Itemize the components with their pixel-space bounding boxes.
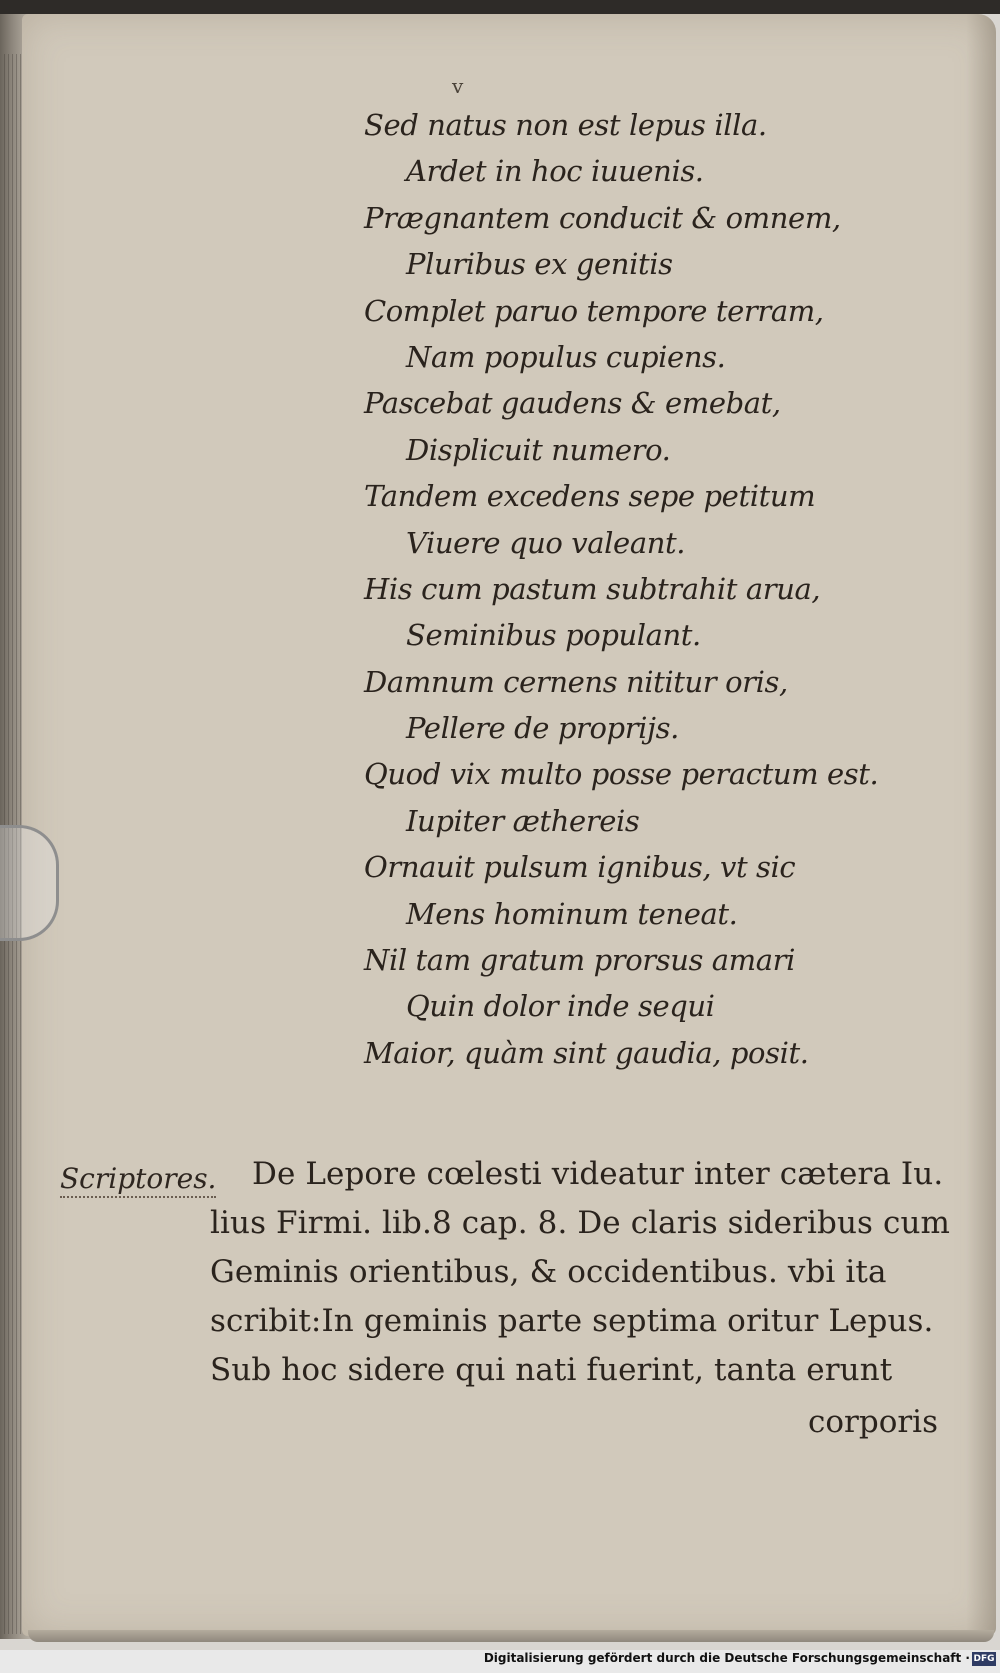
poem-block	[364, 102, 924, 1076]
poem-line: Prægnantem conducit & omnem,	[364, 200, 841, 235]
scan-top-band	[0, 0, 1000, 14]
poem-line: Displicuit numero.	[406, 432, 671, 467]
page-shadow	[966, 14, 996, 1636]
dfg-logo: DFG	[973, 1654, 995, 1664]
poem-line: Nam populus cupiens.	[406, 339, 726, 374]
poem-line: His cum pastum subtrahit arua,	[364, 571, 821, 606]
poem-line: Pellere de proprijs.	[406, 711, 679, 746]
poem-line: Ornauit pulsum ignibus, vt sic	[364, 850, 796, 885]
poem-line: Maior, quàm sint gaudia, posit.	[364, 1035, 809, 1070]
poem-line: Sed natus non est lepus illa.	[364, 108, 767, 142]
prose-line: Sub hoc sidere qui nati fuerint, tanta erunt	[210, 1352, 893, 1388]
poem-line: Ardet in hoc iuuenis.	[406, 154, 704, 189]
poem-line: Iupiter æthereis	[406, 803, 640, 838]
poem-line: Mens hominum teneat.	[406, 896, 738, 931]
poem-line: Quin dolor inde sequi	[406, 989, 715, 1024]
page-clip	[0, 825, 59, 941]
prose-line: lius Firmi. lib.8 cap. 8. De claris sideribus cum	[210, 1205, 950, 1241]
poem-line: Complet paruo tempore terram,	[364, 293, 824, 328]
poem-line: Quod vix multo posse peractum est.	[364, 757, 879, 792]
page-bottom-edge	[28, 1630, 994, 1642]
signature-mark: v	[452, 74, 464, 98]
marginal-note: Scriptores.	[60, 1162, 216, 1198]
digitization-credit: Digitalisierung gefördert durch die Deutsche Forschungsgemeinschaft ·	[483, 1651, 970, 1665]
poem-line: Nil tam gratum prorsus amari	[364, 943, 795, 978]
poem-line: Pascebat gaudens & emebat,	[364, 386, 781, 421]
poem-line: Pluribus ex genitis	[406, 247, 673, 282]
prose-line: Geminis orientibus, & occidentibus. vbi ita	[210, 1254, 887, 1290]
prose-line: scribit:In geminis parte septima oritur Lepus.	[210, 1303, 934, 1339]
prose-line: De Lepore cœlesti videatur inter cætera Iu.	[252, 1156, 944, 1192]
poem-line: Seminibus populant.	[406, 618, 701, 653]
poem-line: Tandem excedens sepe petitum	[364, 479, 816, 514]
catchword: corporis	[808, 1404, 938, 1440]
prose-paragraph	[210, 1150, 960, 1395]
poem-line: Viuere quo valeant.	[406, 525, 686, 560]
poem-line: Damnum cernens nititur oris,	[364, 664, 788, 699]
